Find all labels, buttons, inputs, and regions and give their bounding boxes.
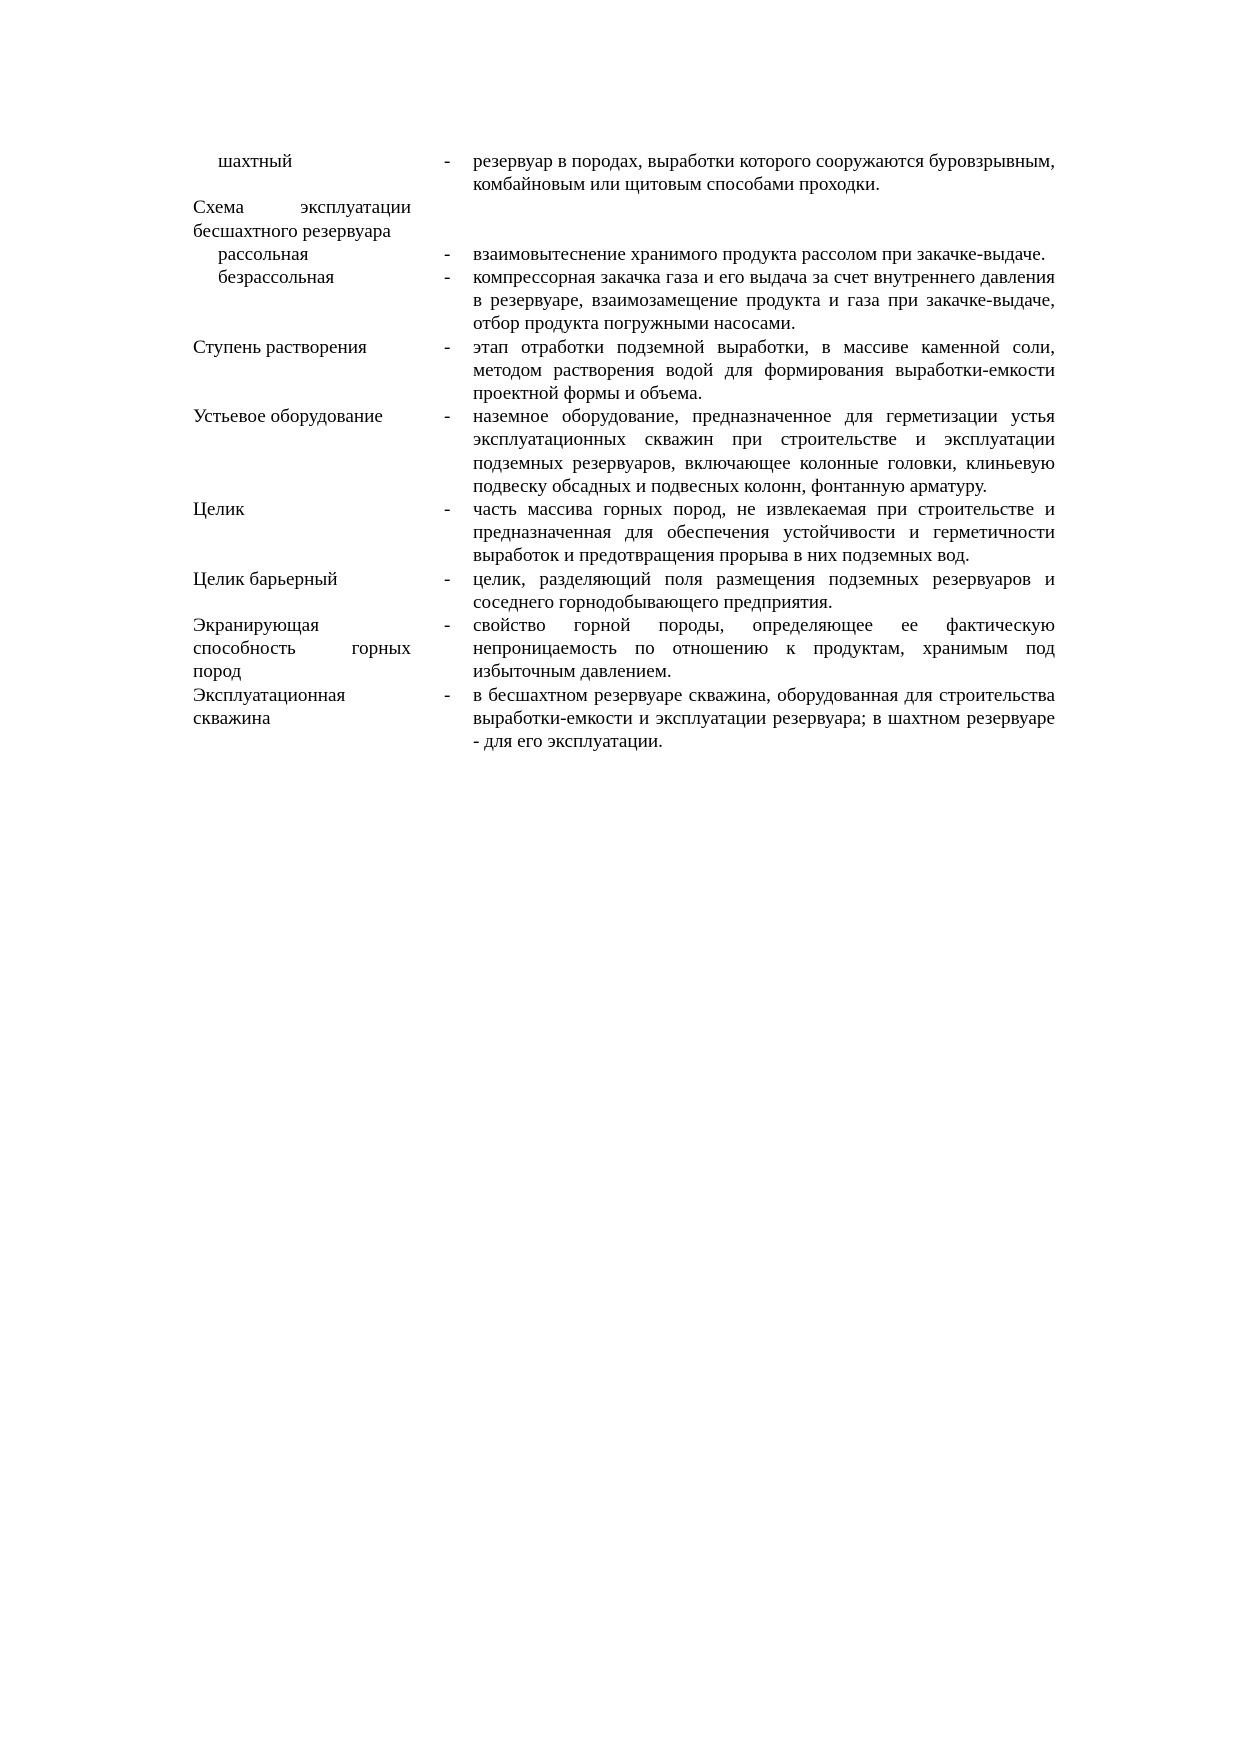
- term: Ступень растворения: [193, 336, 367, 358]
- separator-dash: -: [444, 243, 451, 265]
- glossary-entry-tselik: [193, 498, 1055, 568]
- definition: этап отработки подземной выработки, в массиве каменной соли, методом растворения водой для формирования выработки-емкости проектной формы и объема.: [473, 336, 1055, 405]
- separator-empty: [419, 196, 473, 242]
- definition: наземное оборудование, предназначенное для герметизации устья эксплуатационных скважин при строительстве и эксплуатации подземных резервуаров, включающее колонные головки, клиньевую подвеску обсадных и подвесных колонн, фонтанную арматуру.: [473, 406, 1055, 497]
- separator-dash: -: [444, 568, 451, 590]
- separator-dash: -: [444, 336, 451, 358]
- glossary-entry-stupen-rastvoreniya: [193, 336, 1055, 406]
- term: шахтный: [218, 151, 293, 172]
- definition: резервуар в породах, выработки которого сооружаются буровзрывным, комбайновым или щитовым способами проходки.: [473, 151, 1055, 196]
- definition: [473, 196, 1055, 242]
- glossary-entry-ekraniruyushchaya-sposobnost: [193, 614, 1055, 684]
- term: Целик: [193, 499, 245, 521]
- glossary-table: [193, 150, 1055, 753]
- term: рассольная: [218, 243, 309, 265]
- definition: взаимовытеснение хранимого продукта рассолом при закачке-выдаче.: [473, 243, 1046, 265]
- separator-dash: -: [444, 151, 451, 172]
- term: Эксплуатационная скважина: [193, 684, 346, 729]
- definition: целик, разделяющий поля размещения подземных резервуаров и соседнего горнодобывающего предприятия.: [473, 568, 1055, 613]
- separator-dash: -: [444, 406, 451, 428]
- glossary-entry-tselik-barernyy: [193, 568, 1055, 614]
- glossary-entry-ustevoe-oborudovanie: [193, 405, 1055, 498]
- definition: в бесшахтном резервуаре скважина, оборудованная для строительства выработки-емкости и эксплуатации резервуара; в шахтном резервуаре - для его эксплуатации.: [473, 684, 1055, 753]
- glossary-entry-ekspluatatsionnaya-skvazhina: [193, 684, 1055, 754]
- separator-dash: -: [444, 684, 451, 706]
- separator-dash: -: [444, 615, 451, 637]
- glossary-entry-rassolnaya: [193, 243, 1055, 266]
- glossary-entry-bezrassolnaya: [193, 266, 1055, 336]
- document-page: [193, 150, 1055, 753]
- term: Экранирующая способность горных пород: [193, 615, 411, 683]
- separator-dash: -: [444, 267, 451, 289]
- definition: часть массива горных пород, не извлекаемая при строительстве и предназначенная для обеспечения устойчивости и герметичности выработок и предотвращения прорыва в них подземных вод.: [473, 499, 1055, 567]
- glossary-entry-skhema-ekspluatatsii: [193, 196, 1055, 242]
- definition: компрессорная закачка газа и его выдача за счет внутреннего давления в резервуаре, взаимозамещение продукта и газа при закачке-выдаче, отбор продукта погружными насосами.: [473, 267, 1055, 335]
- term-section-heading: Схема эксплуатации бесшахтного резервуара: [193, 197, 411, 242]
- term: Целик барьерный: [193, 568, 338, 590]
- term: безрассольная: [218, 267, 335, 289]
- glossary-entry-shakhtny: [193, 150, 1055, 196]
- definition: свойство горной породы, определяющее ее фактическую непроницаемость по отношению к продуктам, хранимым под избыточным давлением.: [473, 615, 1055, 683]
- term: Устьевое оборудование: [193, 406, 383, 428]
- separator-dash: -: [444, 499, 451, 521]
